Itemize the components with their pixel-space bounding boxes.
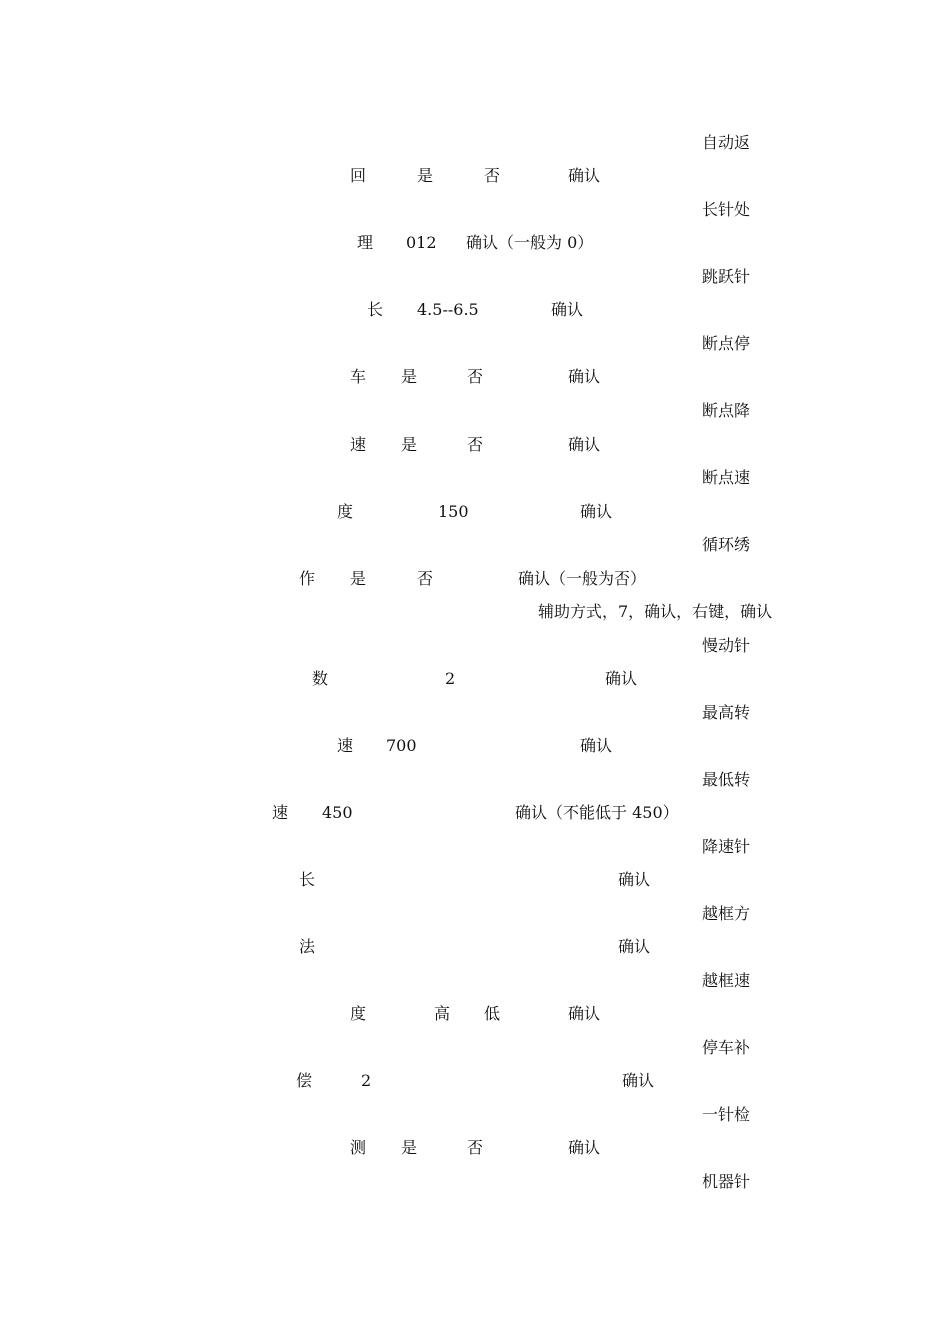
setting-head: 断点降: [702, 401, 751, 420]
setting-value: 2: [361, 1071, 372, 1090]
setting-text: 度: [337, 502, 354, 521]
note-text: 辅助方式，7，确认，右键，确认: [538, 602, 773, 621]
option-yes: 是: [401, 367, 418, 386]
option-yes: 是: [401, 1138, 418, 1157]
setting-text: 车: [350, 367, 367, 386]
setting-text: 数: [312, 669, 329, 688]
confirm-text: 确认（不能低于 450）: [515, 803, 679, 822]
option-no: 否: [467, 367, 484, 386]
confirm-text: 确认: [551, 300, 584, 319]
setting-value: 2: [445, 669, 456, 688]
option-no: 否: [467, 1138, 484, 1157]
confirm-text: 确认: [580, 502, 613, 521]
confirm-text: 确认: [568, 166, 601, 185]
setting-head: 自动返: [702, 133, 751, 152]
setting-head: 最高转: [702, 703, 751, 722]
option-no: 否: [467, 435, 484, 454]
confirm-text: 确认: [568, 1004, 601, 1023]
confirm-text: 确认: [605, 669, 638, 688]
setting-head: 降速针: [702, 837, 751, 856]
confirm-text: 确认: [622, 1071, 655, 1090]
setting-head: 停车补: [702, 1038, 751, 1057]
setting-value: 4.5--6.5: [417, 300, 479, 319]
setting-text: 理: [357, 233, 374, 252]
setting-text: 法: [299, 937, 316, 956]
setting-value: 700: [386, 736, 417, 755]
option-yes: 是: [401, 435, 418, 454]
setting-head: 断点停: [702, 334, 751, 353]
setting-head: 断点速: [702, 468, 751, 487]
setting-head: 越框方: [702, 904, 751, 923]
confirm-text: 确认: [618, 870, 651, 889]
setting-text: 测: [350, 1138, 367, 1157]
option-high: 高: [434, 1004, 451, 1023]
setting-head: 慢动针: [702, 636, 751, 655]
setting-head: 越框速: [702, 971, 751, 990]
setting-value: 012: [406, 233, 437, 252]
setting-text: 长: [367, 300, 384, 319]
setting-text: 偿: [296, 1071, 313, 1090]
option-no: 否: [484, 166, 501, 185]
setting-text: 长: [299, 870, 316, 889]
option-low: 低: [484, 1004, 501, 1023]
setting-text: 回: [350, 166, 367, 185]
setting-head: 最低转: [702, 770, 751, 789]
confirm-text: 确认: [618, 937, 651, 956]
setting-text: 速: [350, 435, 367, 454]
option-yes: 是: [350, 569, 367, 588]
setting-head: 机器针: [702, 1172, 751, 1191]
setting-text: 速: [337, 736, 354, 755]
setting-value: 450: [322, 803, 353, 822]
confirm-text: 确认（一般为否）: [518, 569, 647, 588]
setting-text: 度: [350, 1004, 367, 1023]
setting-head: 长针处: [702, 200, 751, 219]
setting-head: 跳跃针: [702, 267, 751, 286]
confirm-text: 确认: [580, 736, 613, 755]
setting-head: 一针检: [702, 1105, 751, 1124]
confirm-text: 确认: [568, 435, 601, 454]
confirm-text: 确认（一般为 0）: [466, 233, 594, 252]
setting-value: 150: [438, 502, 469, 521]
confirm-text: 确认: [568, 1138, 601, 1157]
option-yes: 是: [417, 166, 434, 185]
setting-head: 循环绣: [702, 535, 751, 554]
setting-text: 作: [299, 569, 316, 588]
option-no: 否: [417, 569, 434, 588]
setting-text: 速: [272, 803, 289, 822]
confirm-text: 确认: [568, 367, 601, 386]
